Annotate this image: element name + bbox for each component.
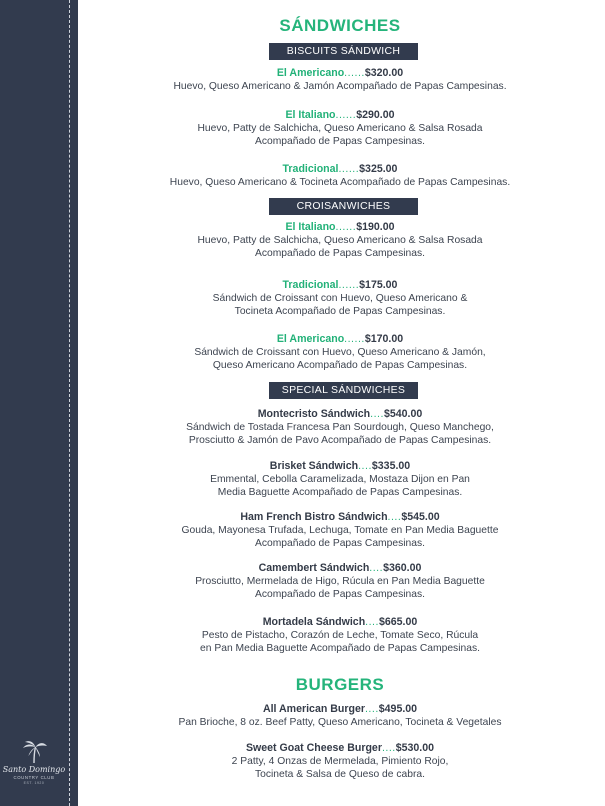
- sidebar-band: [0, 0, 78, 806]
- menu-item: Montecristo Sándwich....$540.00 Sándwich de Tostada Francesa Pan Sourdough, Queso Manchego, Prosciutto & Jamón de Pavo Acompañado de Papas Campesinas.: [186, 408, 494, 447]
- menu-item: El Italiano......$190.00 Huevo, Patty de Salchicha, Queso Americano & Salsa Rosada Acompañado de Papas Campesinas.: [197, 221, 483, 260]
- menu-item: Tradicional......$325.00 Huevo, Queso Americano & Tocineta Acompañado de Papas Campesinas.: [169, 163, 511, 189]
- menu-item: Mortadela Sándwich....$665.00 Pesto de Pistacho, Corazón de Leche, Tomate Seco, Rúcula en Pan Media Baguette Acompañado de Papas Campesinas.: [200, 616, 480, 655]
- logo-est: EST. 1920: [23, 781, 45, 785]
- menu-item: All American Burger....$495.00 Pan Brioche, 8 oz. Beef Patty, Queso Americano, Tocineta & Vegetales: [178, 703, 502, 729]
- club-logo: [2, 740, 66, 802]
- menu-item: Tradicional......$175.00 Sándwich de Croissant con Huevo, Queso Americano & Tocineta Acompañado de Papas Campesinas.: [212, 279, 468, 318]
- menu-content: [140, 0, 540, 806]
- logo-subtitle: COUNTRY CLUB: [13, 775, 55, 780]
- menu-item: Camembert Sándwich....$360.00 Prosciutto, Mermelada de Higo, Rúcula en Pan Media Baguette Acompañado de Papas Campesinas.: [195, 562, 485, 601]
- menu-item: Brisket Sándwich....$335.00 Emmental, Cebolla Caramelizada, Mostaza Dijon en Pan Media Baguette Acompañado de Papas Campesinas.: [210, 460, 470, 499]
- menu-item: Sweet Goat Cheese Burger....$530.00 2 Patty, 4 Onzas de Mermelada, Pimiento Rojo, Tocineta & Salsa de Queso de cabra.: [231, 742, 449, 781]
- menu-item: Ham French Bistro Sándwich....$545.00 Gouda, Mayonesa Trufada, Lechuga, Tomate en Pan Media Baguette Acompañado de Papas Campesinas.: [181, 511, 499, 550]
- menu-item: El Americano......$170.00 Sándwich de Croissant con Huevo, Queso Americano & Jamón, Queso Americano Acompañado de Papas Campesinas.: [194, 333, 486, 372]
- burgers-title: BURGERS: [295, 675, 385, 694]
- biscuits-header: BISCUITS SÁNDWICH: [269, 43, 418, 60]
- menu-item: El Americano......$320.00 Huevo, Queso Americano & Jamón Acompañado de Papas Campesinas.: [173, 67, 507, 93]
- palm-tree-icon: [19, 740, 49, 764]
- croisanwiches-header: CROISANWICHES: [269, 198, 418, 215]
- special-header: SPECIAL SÁNDWICHES: [269, 382, 418, 399]
- logo-script-text: Santo Domingo: [2, 765, 66, 774]
- sandwiches-title: SÁNDWICHES: [279, 16, 401, 35]
- stitch-divider: [69, 0, 70, 806]
- menu-item: El Italiano......$290.00 Huevo, Patty de Salchicha, Queso Americano & Salsa Rosada Acompañado de Papas Campesinas.: [197, 109, 483, 148]
